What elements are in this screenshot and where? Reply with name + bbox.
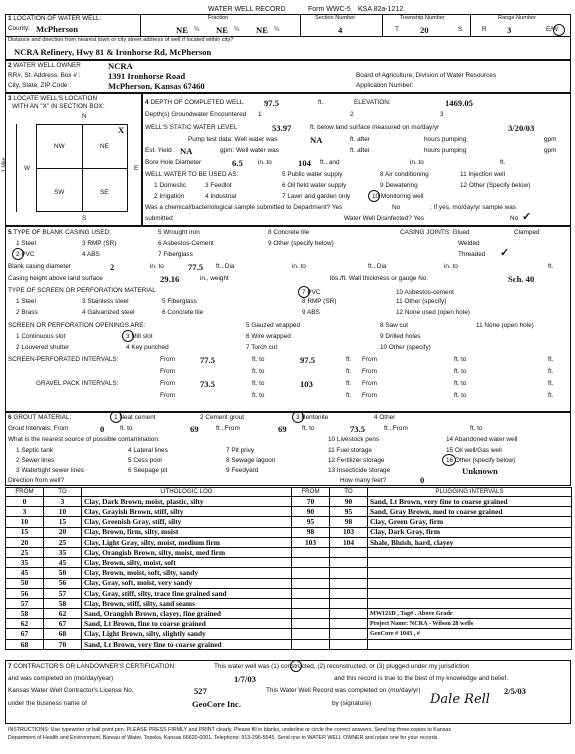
contractor-signature: Dale Rell	[430, 692, 490, 707]
log-cell: 35	[6, 558, 44, 568]
log-cell	[368, 558, 572, 568]
gravel-to: 103	[300, 379, 313, 389]
log-cell: 56	[44, 578, 82, 588]
log-cell	[292, 547, 330, 557]
section-number-label: Section Number	[315, 15, 356, 21]
log-cell: 10	[6, 517, 44, 527]
diameter-to-value: 77.5	[188, 262, 204, 272]
log-cell: 90	[292, 507, 330, 517]
csz-label: City, State, ZIP Code :	[8, 82, 71, 89]
pump-value: NA	[310, 135, 323, 145]
log-cell: Sand, Orangish Brown, clayey, fine grained	[82, 609, 292, 619]
fraction-q1: NE	[176, 25, 188, 35]
static-value: 53.97	[272, 123, 292, 133]
log-cell: Clay, Dark Gray, firm	[368, 527, 572, 537]
log-cell: Clay, Gray, stiff, silty, trace fine grained sand	[82, 588, 292, 598]
log-cell	[368, 598, 572, 608]
log-cell: MW121D , Tag# . Above Grade	[368, 609, 572, 619]
diameter-label: Blank casing diameter	[8, 263, 71, 270]
log-cell	[330, 619, 368, 629]
county-label: County:	[8, 25, 31, 32]
log-cell: 68	[44, 629, 82, 639]
log-row	[6, 558, 572, 568]
log-cell	[292, 578, 330, 588]
diameter-value: 2	[110, 262, 115, 272]
log-cell: 57	[44, 588, 82, 598]
log-cell: 57	[6, 598, 44, 608]
log-cell: Clay, Greenish Gray, stiff, silty	[82, 517, 292, 527]
casing-label: 5 TYPE OF BLANK CASING USED:	[8, 229, 111, 236]
yield-value: NA	[180, 146, 193, 156]
log-cell: 56	[6, 588, 44, 598]
range-label: Range Number	[498, 15, 536, 21]
grout-intervals-label: Grout Intervals: From	[8, 425, 69, 432]
yield-label: Est. Yield	[145, 147, 172, 154]
log-cell: 103	[330, 527, 368, 537]
static-label: WELL'S STATIC WATER LEVEL	[145, 124, 238, 131]
log-cell	[292, 619, 330, 629]
height-label: Casing height above land surface	[8, 275, 103, 282]
form-title: WATER WELL RECORD	[208, 6, 286, 13]
board-label: Board of Agriculture, Division of Water Resources	[356, 72, 497, 79]
log-cell: 0	[6, 497, 44, 507]
grout-to-2: 73.5	[350, 424, 366, 434]
log-cell: Clay, Grayish Brown, stiff, silty	[82, 507, 292, 517]
log-cell: Project Name: NCRA - Wilson 28 wells	[368, 619, 572, 629]
log-cell: 20	[44, 527, 82, 537]
contam-label: What is the nearest source of possible contamination:	[8, 436, 160, 443]
log-row	[6, 609, 572, 619]
log-cell: 3	[44, 497, 82, 507]
grout-label: 6 GROUT MATERIAL:	[8, 414, 72, 421]
log-row	[6, 619, 572, 629]
locate-label: 3 LOCATE WELL'S LOCATION	[8, 95, 98, 102]
log-cell: Clay, Light Gray, silty, moist, medium firm	[82, 537, 292, 547]
log-cell: 62	[44, 609, 82, 619]
log-cell: Sand, Gray Brown, med to coarse grained	[368, 507, 572, 517]
log-cell: Clay, Brown, firm, silty, moist	[82, 527, 292, 537]
log-row	[6, 507, 572, 517]
direction-label: Direction from well?	[8, 477, 65, 484]
log-cell: Clay, Light Brown, silty, slightly sandy	[82, 629, 292, 639]
log-row	[6, 568, 572, 578]
log-cell: 95	[330, 507, 368, 517]
section-number: 4	[338, 25, 343, 35]
threaded-check: ✓	[500, 247, 510, 259]
circle-casing-pvc	[12, 248, 24, 260]
log-row	[6, 547, 572, 557]
log-cell: 58	[44, 598, 82, 608]
log-cell: 15	[6, 527, 44, 537]
log-cell	[330, 629, 368, 639]
log-cell: Clay, Brown, moist, soft, silty, sandy	[82, 568, 292, 578]
log-header-row: FROM TO LITHOLOGIC LOG FROM TO PLUGGING INTERVALS	[6, 488, 572, 497]
grout-to: 69	[190, 424, 199, 434]
log-cell: 95	[292, 517, 330, 527]
circle-grout-bentonite	[292, 411, 304, 423]
log-cell: 68	[6, 639, 44, 649]
grout-from: 0	[100, 424, 105, 434]
log-cell	[330, 558, 368, 568]
log-cell: Clay, Orangish Brown, silty, moist, med firm	[82, 547, 292, 557]
log-cell: 67	[6, 629, 44, 639]
business-value: GeoCore Inc.	[192, 699, 242, 709]
distance-label: Distance and direction from nearest town or city street address of well if located within city?	[8, 37, 234, 43]
completed-date: 1/7/03	[234, 674, 256, 684]
log-cell: 104	[330, 537, 368, 547]
log-cell	[292, 558, 330, 568]
elevation-value: 1469.05	[445, 98, 473, 108]
log-cell: Clay, Green Gray, firm	[368, 517, 572, 527]
log-cell: 50	[6, 578, 44, 588]
log-cell	[330, 598, 368, 608]
disinfect-check: ✓	[522, 211, 532, 223]
circle-constructed	[290, 660, 302, 672]
form-ksa: KSA 82a-1212	[358, 6, 404, 13]
distance-value: NCRA Refinery, Hwy 81 & Ironhorse Rd, McPherson	[14, 47, 212, 57]
perf-to: 97.5	[300, 355, 316, 365]
circle-use-monitoring	[368, 190, 380, 202]
log-cell: 90	[330, 497, 368, 507]
gauge-value: Sch. 40	[508, 274, 535, 284]
pump-label: Pump test data: Well water was	[188, 136, 278, 143]
perf-label: SCREEN-PERFORATED INTERVALS:	[8, 356, 119, 363]
bore-to-value: 104	[298, 158, 311, 168]
elevation-label: ELEVATION:	[354, 99, 391, 106]
log-cell	[330, 568, 368, 578]
log-cell: Clay, Brown, stiff, silty, sand seams	[82, 598, 292, 608]
appnum-label: Application Number:	[356, 82, 414, 89]
instructions-line-1: INSTRUCTIONS: Use typewriter or ball point pen. PLEASE PRESS FIRMLY and PRINT clearly. Please fill in blanks, underline or circle the correct answers. Send top three copies to Kansas	[8, 727, 451, 733]
log-cell	[330, 578, 368, 588]
certification-label: 7 CONTRACTOR'S OR LANDOWNER'S CERTIFICATION:	[8, 663, 176, 670]
business-label: under the business name of	[8, 700, 87, 707]
disinfect-label: Water Well Disinfected? Yes	[344, 215, 424, 222]
use-label: WELL WATER TO BE USED AS:	[145, 171, 239, 178]
log-cell: Shale, Bluish, hard, clayey	[368, 537, 572, 547]
circle-contam-other	[442, 454, 456, 466]
log-cell: 35	[44, 547, 82, 557]
instructions-line-2: Department of Health and Environment, Bureau of Water, Topeka, Kansas 66620-0001. Telephone: 913-296-5545. Send one to WATER WELL OWNER and retain one for your records.	[8, 735, 439, 741]
log-cell: 3	[6, 507, 44, 517]
log-row	[6, 527, 572, 537]
log-cell: 58	[6, 609, 44, 619]
log-cell: 10	[44, 507, 82, 517]
log-cell: 98	[330, 517, 368, 527]
log-cell: 25	[6, 547, 44, 557]
log-cell	[368, 578, 572, 588]
bore-value: 6.5	[232, 158, 243, 168]
range-number: 3	[507, 25, 512, 35]
contam-unknown: Unknown	[462, 466, 498, 476]
log-cell: GeoCore # 1043 , #	[368, 629, 572, 639]
license-label: Kansas Water Well Contractor's License No.	[8, 687, 134, 694]
log-cell: Clay, Brown, silty, moist, soft	[82, 558, 292, 568]
log-cell	[330, 609, 368, 619]
address-label: RR#, St. Address, Box # :	[8, 72, 81, 79]
log-cell: 70	[44, 639, 82, 649]
screen-label: TYPE OF SCREEN OR PERFORATION MATERIAL	[8, 287, 156, 294]
circle-opening-mill-slot	[122, 330, 134, 342]
circle-range-w	[553, 24, 565, 36]
joints-label: CASING JOINTS: Glued	[400, 229, 470, 236]
log-row	[6, 517, 572, 527]
log-cell: Sand, Lt Brown, fine to coarse grained	[82, 619, 292, 629]
log-cell: 67	[44, 619, 82, 629]
howmany-value: 0	[420, 475, 425, 485]
record-date: 2/5/03	[504, 686, 526, 696]
log-cell: 103	[292, 537, 330, 547]
fraction-label: Fraction	[208, 15, 229, 21]
license-value: 527	[194, 686, 207, 696]
address-value: 1391 Ironhorse Road	[108, 71, 186, 81]
owner-value: NCRA	[108, 61, 133, 71]
csz-value: McPherson, Kansas 67460	[108, 81, 205, 91]
log-cell: 70	[292, 497, 330, 507]
owner-label: 2 WATER WELL OWNER	[8, 62, 81, 69]
log-cell: 15	[44, 517, 82, 527]
log-cell: 25	[44, 537, 82, 547]
log-cell	[330, 639, 368, 649]
log-cell	[292, 568, 330, 578]
log-row	[6, 578, 572, 588]
log-row	[6, 639, 572, 649]
log-cell	[330, 588, 368, 598]
lithologic-log-table	[5, 487, 572, 650]
log-cell	[292, 588, 330, 598]
section-1-label: 1 LOCATION OF WATER WELL:	[8, 15, 102, 22]
log-cell: Clay, Gray, soft, moist, very sandy	[82, 578, 292, 588]
form-number: Form WWC-5	[308, 6, 351, 13]
depth-label: 4 DEPTH OF COMPLETED WELL	[145, 99, 244, 106]
mile-label: 1 Mile	[1, 157, 8, 173]
log-cell	[292, 609, 330, 619]
township-number: 20	[420, 25, 429, 35]
log-cell	[292, 629, 330, 639]
log-row	[6, 497, 572, 507]
depth-value: 97.5	[264, 98, 280, 108]
log-row	[6, 588, 572, 598]
chem-label: Was a chemical/bacteriological sample submitted to Department? Yes	[145, 204, 343, 211]
circle-screen-pvc	[298, 286, 310, 298]
log-cell: Sand, Lt Brown, very fine to coarse grained	[82, 639, 292, 649]
circle-grout-neat-cement	[110, 411, 122, 423]
log-row	[6, 629, 572, 639]
static-date: 3/20/03	[508, 123, 535, 133]
log-cell	[330, 547, 368, 557]
log-cell	[368, 639, 572, 649]
log-cell	[292, 639, 330, 649]
log-cell: 20	[6, 537, 44, 547]
gw-label: Depth(s) Groundwater Encountered	[145, 111, 247, 118]
log-cell	[292, 598, 330, 608]
howmany-label: How many feet?	[340, 477, 387, 484]
grout-from-2: 69	[278, 424, 287, 434]
gravel-from: 73.5	[200, 379, 216, 389]
township-label: Township Number	[400, 15, 445, 21]
log-cell: Sand, Lt Brown, very fine to coarse grained	[368, 497, 572, 507]
bore-label: Bore Hole Diameter	[145, 159, 202, 166]
perf-from: 77.5	[200, 355, 216, 365]
height-value: 29.16	[160, 274, 180, 284]
log-cell: 50	[44, 568, 82, 578]
range-ew: E/W	[546, 26, 559, 33]
county-value: McPherson	[36, 24, 79, 34]
log-cell: Clay, Dark Brown, moist, plastic, silty	[82, 497, 292, 507]
fraction-q3: NE	[256, 25, 268, 35]
fraction-q2: NE	[216, 25, 228, 35]
log-cell	[368, 588, 572, 598]
log-cell: 45	[6, 568, 44, 578]
log-row	[6, 598, 572, 608]
gravel-label: GRAVEL PACK INTERVALS:	[36, 380, 119, 387]
log-cell: 45	[44, 558, 82, 568]
log-cell: 62	[6, 619, 44, 629]
well-location-x: X	[118, 125, 125, 135]
log-cell: 98	[292, 527, 330, 537]
log-row	[6, 537, 572, 547]
openings-label: SCREEN OR PERFORATION OPENINGS ARE:	[8, 322, 146, 329]
log-cell	[368, 547, 572, 557]
log-cell	[368, 568, 572, 578]
